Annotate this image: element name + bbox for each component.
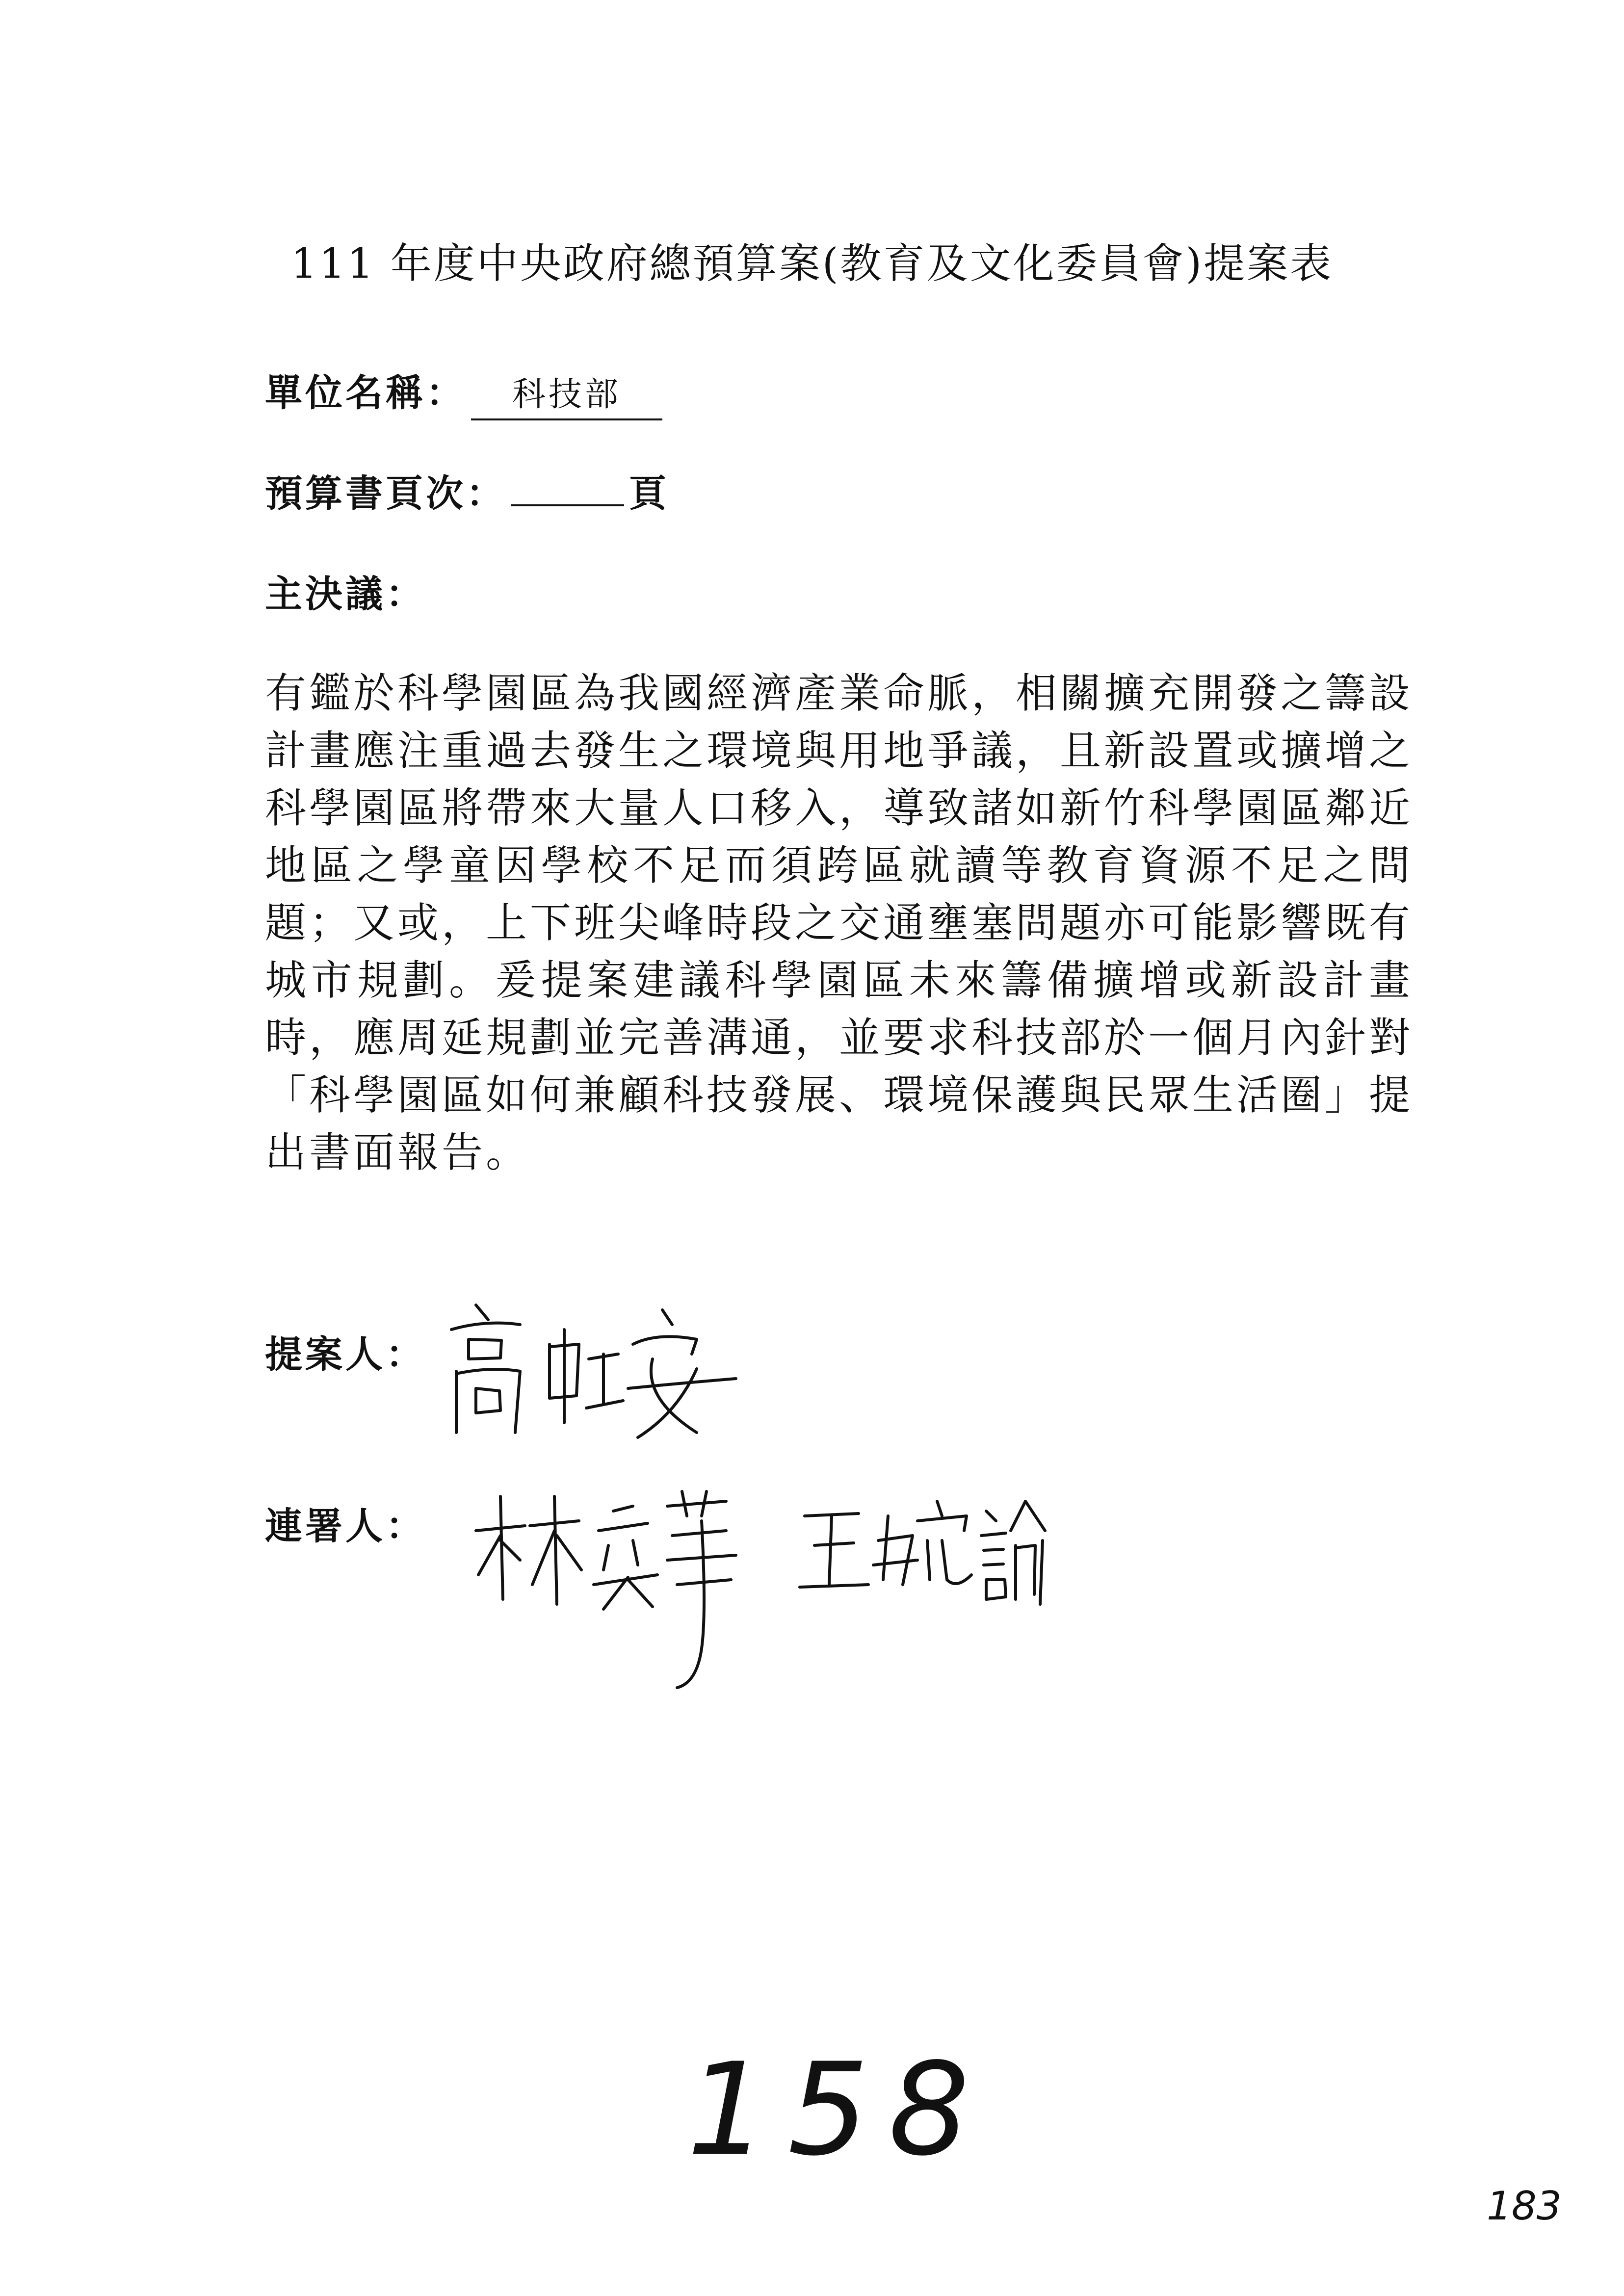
unit-name-field — [265, 363, 662, 420]
resolution-body: 有鑑於科學園區為我國經濟產業命脈，相關擴充開發之籌設計畫應注重過去發生之環境與用地爭議，且新設置或擴增之科學園區將帶來大量人口移入，導致諸如新竹科學園區鄰近地區之學童因學校不足而須跨區就讀等教育資源不足之問題；又或，上下班尖峰時段之交通壅塞問題亦可能影響既有城市規劃。爰提案建議科學園區未來籌備擴增或新設計畫時，應周延規劃並完善溝通，並要求科技部於一個月內針對「科學園區如何兼顧科技發展、環境保護與民眾生活圈」提出書面報告。 — [265, 669, 1414, 1176]
cosigner-signature-2 — [795, 1487, 1050, 1614]
budget-page-label: 預算書頁次： — [265, 471, 506, 515]
budget-page-blank — [511, 504, 624, 506]
budget-page-field — [265, 464, 669, 517]
unit-name-value: 科技部 — [471, 368, 662, 420]
cosigner-signature-1 — [471, 1487, 746, 1693]
document-title: 111 年度中央政府總預算案(教育及文化委員會)提案表 — [290, 239, 1334, 287]
page-number: 158 — [687, 2036, 990, 2184]
unit-name-label: 單位名稱： — [265, 371, 466, 415]
cosigner-label: 連署人： — [265, 1504, 426, 1548]
proposer-label: 提案人： — [265, 1332, 426, 1376]
proposer-signature — [442, 1285, 746, 1472]
main-resolution-label: 主決議： — [265, 572, 426, 616]
corner-page-number: 183 — [1487, 2183, 1562, 2229]
budget-page-suffix: 頁 — [629, 471, 669, 515]
